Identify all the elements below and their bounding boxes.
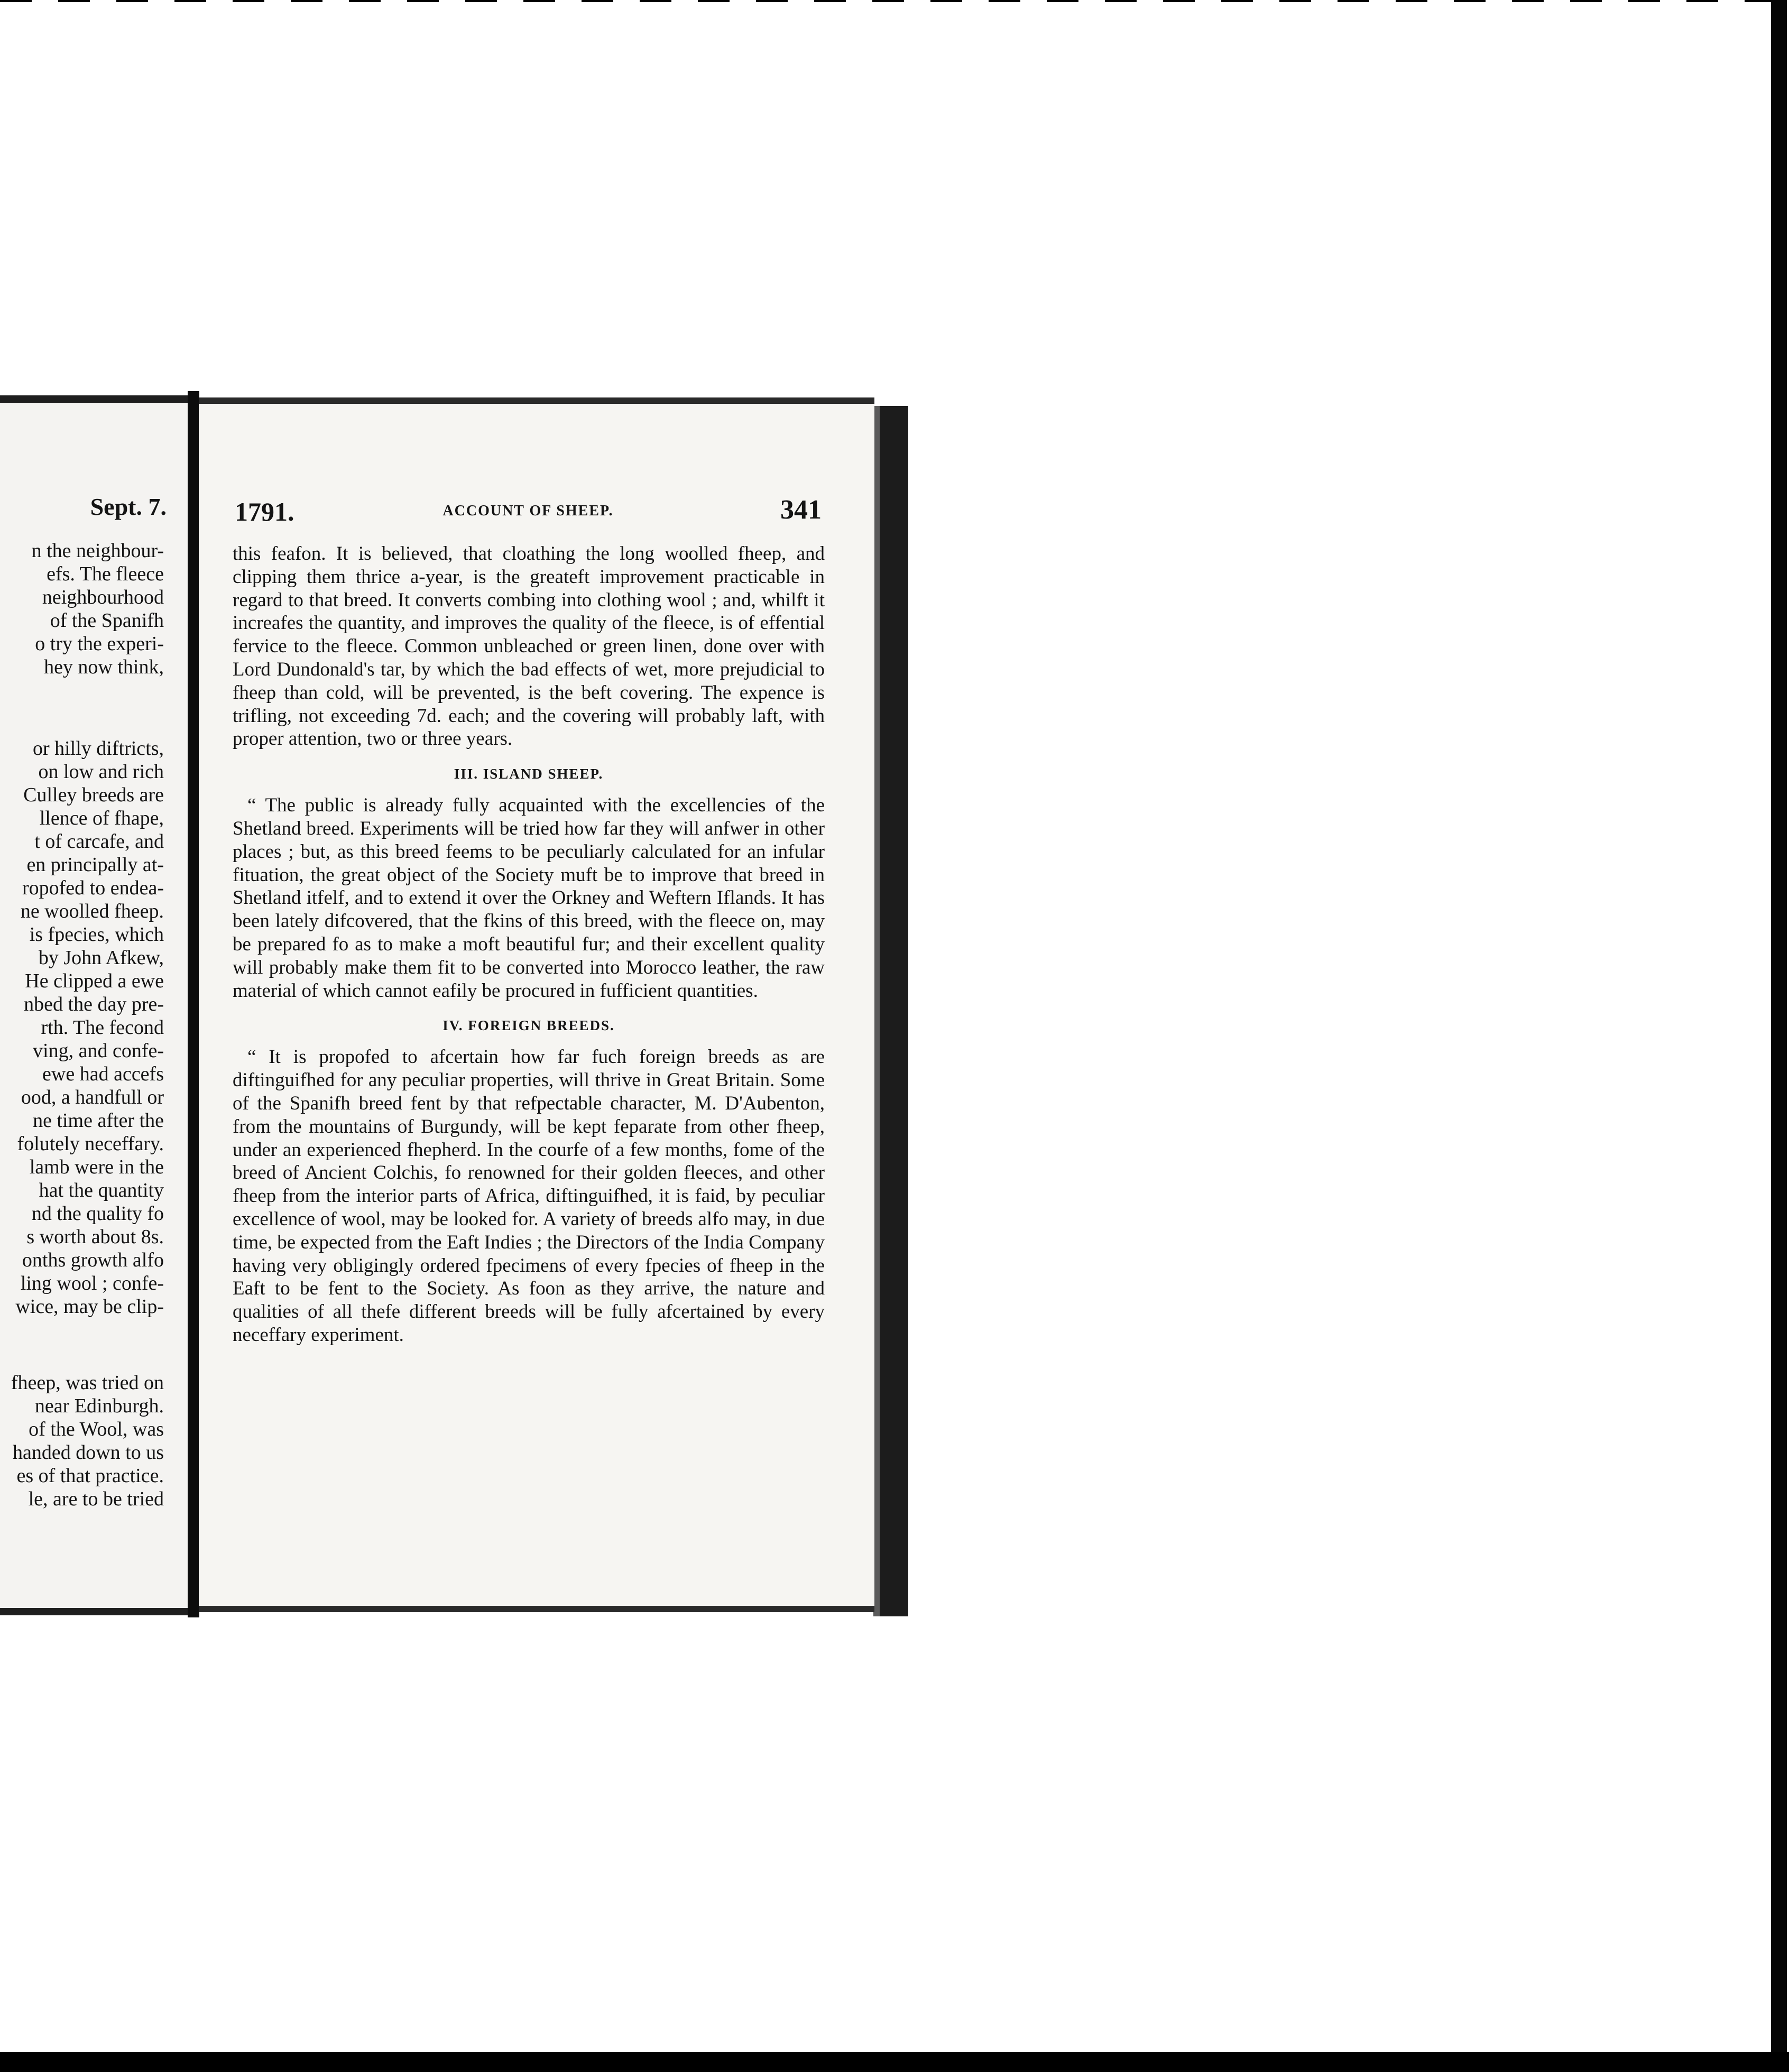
section-heading: IV. FOREIGN BREEDS.: [442, 1018, 615, 1034]
text-line: or hilly diftricts,: [32, 737, 164, 760]
text-line: neighbourhood: [42, 586, 164, 608]
page-body: [233, 542, 825, 1347]
text-line: folutely neceffary.: [17, 1133, 164, 1155]
text-line: by John Afkew,: [38, 947, 164, 969]
right-page: [199, 397, 874, 1612]
text-line: s worth about 8s.: [26, 1226, 164, 1248]
text-line: en principally at-: [26, 854, 164, 876]
paragraph: this feafon. It is believed, that cloathing the long woolled fheep, and clipping them thrice a-year, is the greateft improvement practicable in regard to that breed. It converts combing into clothing wool ; and, whilft it increafes the quantity, and improves the quality of the fleece, is of effential fervice to the fleece. Common unbleached or green linen, done over with Lord Dundonald's tar, by which the bad effects of wet, more prejudicial to fheep than cold, will be prevented, is the beft covering. The expence is trifling, not exceeding 7d. each; and the covering will probably laft, with proper attention, two or three years.: [233, 543, 825, 750]
scan-top-border: [0, 0, 1771, 2]
text-line: wice, may be clip-: [15, 1296, 164, 1318]
scan-right-border: [1771, 0, 1787, 2052]
paragraph: “ The public is already fully acquainted with the excellencies of the Shetland breed. Experiments will be tried how far they will anfwer in other places ; but, as this breed feems to be peculiarly calculated for an infular fituation, the great object of the Society muft be to improve that breed in Shetland itfelf, and to extend it over the Orkney and Weftern Iflands. It has been lately difcovered, that the fkins of this breed, with the fleece on, may be prepared fo as to make a moft beautiful fur; and their excellent quality will probably make them fit to be converted into Morocco leather, the raw material of which cannot eafily be procured in fufficient quantities.: [233, 794, 825, 1002]
text-line: t of carcafe, and: [34, 830, 164, 853]
text-line: n the neighbour-: [31, 540, 164, 562]
section-heading: III. ISLAND SHEEP.: [454, 766, 604, 782]
text-line: ropofed to endea-: [22, 877, 164, 899]
text-line: rth. The fecond: [41, 1016, 164, 1039]
paragraph: “ It is propofed to afcertain how far fuch foreign breeds as are diftinguifhed for any peculiar properties, will thrive in Great Britain. Some of the Spanifh breed fent by that refpectable character, M. D'Aubenton, from the mountains of Burgundy, will be kept feparate from other fheep, under an experienced fhepherd. In the courfe of a few months, fome of the breed of Ancient Colchis, fo renowned for their golden fleeces, and other fheep from the interior parts of Africa, diftinguifhed, it is faid, by peculiar excellence of wool, may be looked for. A variety of breeds alfo may, in due time, be expected from the Eaft Indies ; the Directors of the India Company having very obligingly ordered fpecimens of every fpecies of fheep in the Eaft to be fent to the Society. As foon as they arrive, the nature and qualities of all thefe different breeds will be fully afcertained by every neceffary experiment.: [233, 1046, 825, 1346]
text-line: on low and rich: [38, 761, 164, 783]
running-head-title: ACCOUNT OF SHEEP.: [442, 503, 614, 519]
book-spine: [188, 391, 199, 1617]
text-line: ving, and confe-: [33, 1040, 164, 1062]
text-line: nbed the day pre-: [24, 993, 164, 1015]
text-line: es of that practice.: [16, 1465, 164, 1487]
running-head: [235, 496, 822, 528]
text-line: ne time after the: [33, 1109, 164, 1132]
text-line: is fpecies, which: [29, 923, 164, 946]
left-page: [0, 395, 188, 1615]
running-head-year: 1791.: [235, 497, 294, 526]
page-number: 341: [780, 495, 822, 525]
text-line: le, are to be tried: [28, 1488, 164, 1510]
text-line: efs. The fleece: [47, 563, 164, 585]
text-line: ood, a handfull or: [21, 1086, 164, 1108]
text-line: ewe had accefs: [42, 1063, 164, 1085]
text-line: nd the quality fo: [31, 1202, 164, 1225]
text-line: onths growth alfo: [22, 1249, 164, 1271]
text-line: hat the quantity: [39, 1179, 164, 1201]
text-line: llence of fhape,: [39, 807, 164, 829]
text-line: o try the experi-: [35, 633, 164, 655]
text-line: hey now think,: [44, 656, 164, 678]
left-page-text: [0, 539, 164, 1511]
text-line: ling wool ; confe-: [20, 1272, 164, 1294]
text-line: Culley breeds are: [23, 784, 164, 806]
left-page-header: Sept. 7.: [90, 493, 167, 520]
scan-bottom-border: [0, 2052, 1789, 2072]
text-line: of the Spanifh: [50, 609, 164, 632]
text-line: of the Wool, was: [29, 1418, 164, 1440]
text-line: near Edinburgh.: [34, 1395, 164, 1417]
text-line: ne woolled fheep.: [20, 900, 164, 922]
text-line: lamb were in the: [29, 1156, 164, 1178]
text-line: He clipped a ewe: [25, 970, 164, 992]
text-line: handed down to us: [12, 1441, 164, 1464]
text-line: fheep, was tried on: [11, 1372, 164, 1394]
